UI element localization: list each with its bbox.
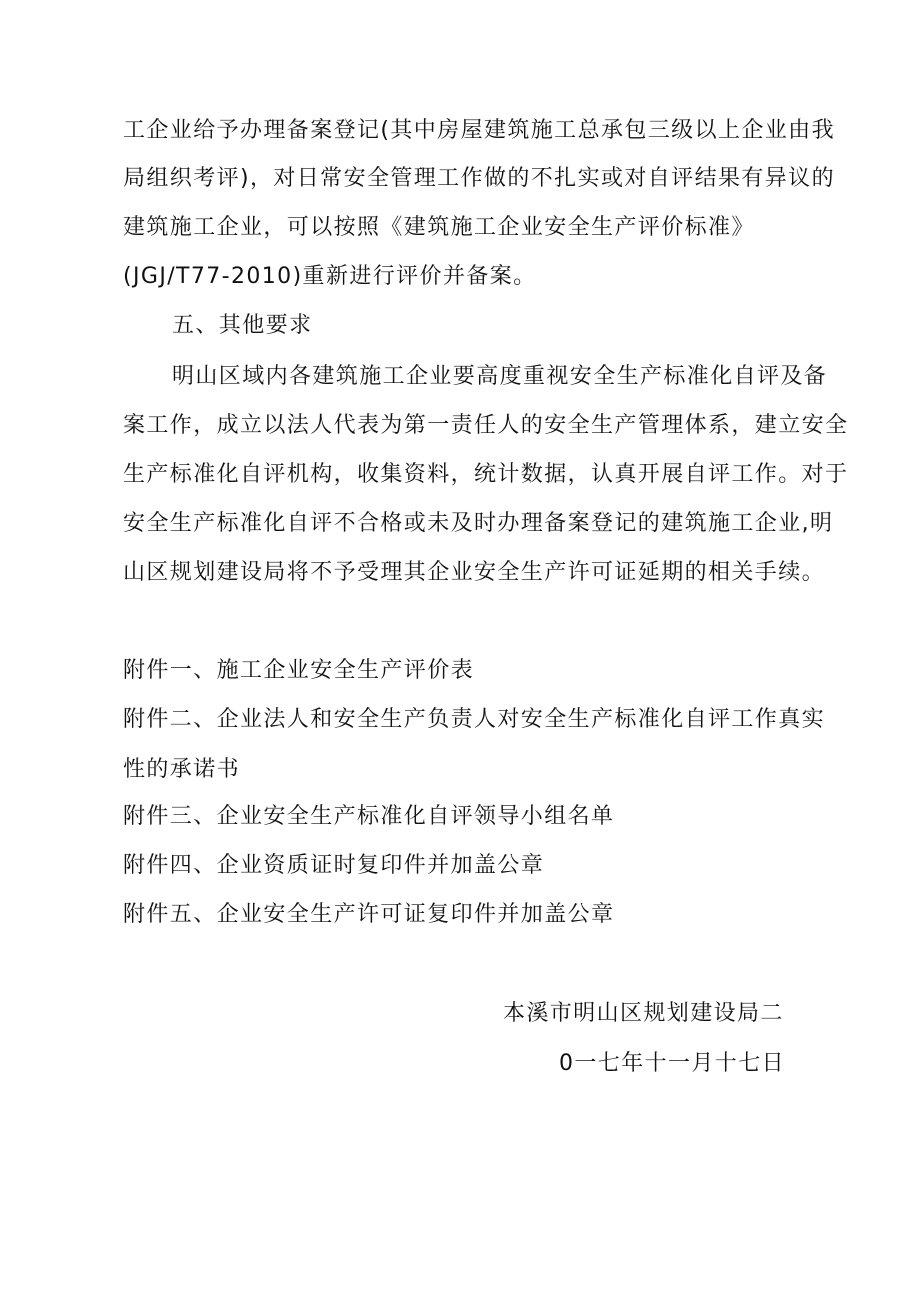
body-text-line: 工企业给予办理备案登记(其中房屋建筑施工总承包三级以上企业由我 [123,118,835,143]
section-heading: 五、其他要求 [172,313,313,338]
body-text-line: 生产标准化自评机构，收集资料，统计数据，认真开展自评工作。对于 [123,462,849,487]
body-text-line: 安全生产标准化自评不合格或未及时办理备案登记的建筑施工企业,明 [123,511,834,536]
attachment-item: 附件四、企业资质证时复印件并加盖公章 [123,853,545,878]
attachment-item: 附件一、施工企业安全生产评价表 [123,658,475,683]
body-text-line: 案工作，成立以法人代表为第一责任人的安全生产管理体系，建立安全 [123,413,849,438]
attachment-item: 附件二、企业法人和安全生产负责人对安全生产标准化自评工作真实 [123,707,826,732]
signature-date: 0一七年十一月十七日 [559,1051,785,1076]
body-text-line: 山区规划建设局将不予受理其企业安全生产许可证延期的相关手续。 [123,560,826,585]
body-text-line: 明山区域内各建筑施工企业要高度重视安全生产标准化自评及备 [172,364,828,389]
signature-organization: 本溪市明山区规划建设局二 [503,1001,784,1026]
body-text-line: 建筑施工企业，可以按照《建筑施工企业安全生产评价标准》 [123,215,755,240]
attachment-item: 附件三、企业安全生产标准化自评领导小组名单 [123,804,615,829]
attachment-item-continuation: 性的承诺书 [123,757,241,782]
body-text-line: 局组织考评)，对日常安全管理工作做的不扎实或对自评结果有异议的 [123,166,835,191]
body-text-line: (JGJ/T77-2010)重新进行评价并备案。 [123,264,537,289]
attachment-item: 附件五、企业安全生产许可证复印件并加盖公章 [123,902,615,927]
